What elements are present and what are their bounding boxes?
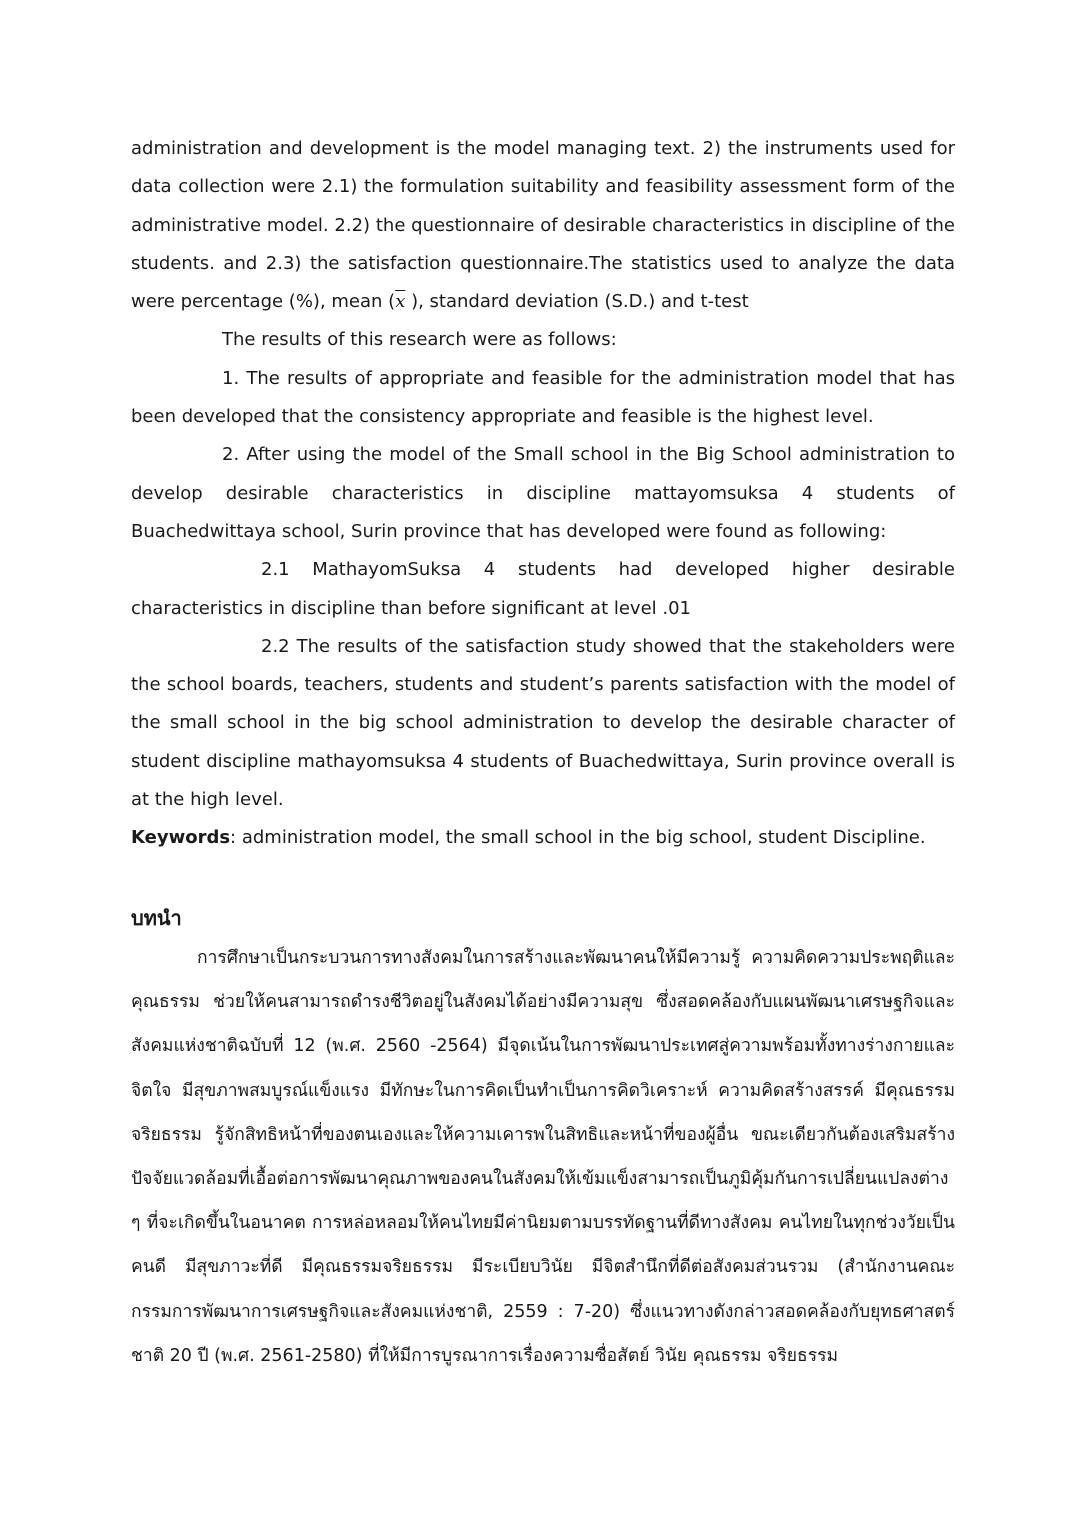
keywords-label: Keywords: [131, 827, 231, 849]
section-heading: บทนำ: [131, 906, 182, 930]
result-item-1: 1. The results of appropriate and feasible for the administration model that has been developed that the consistency appropriate and feasible is the highest level.: [131, 367, 955, 428]
abstract-paragraph: [131, 130, 955, 321]
introduction-paragraph: การศึกษาเป็นกระบวนการทางสังคมในการสร้างและพัฒนาคนให้มีความรู้ ความคิดความประพฤติและคุณธรรม ช่วยให้คนสามารถดำรงชีวิตอยู่ในสังคมได้อย่างมีความสุข ซึ่งสอดคล้องกับแผนพัฒนาเศรษฐกิจและสังคมแห่งชาติฉบับที่ 12 (พ.ศ. 2560 -2564) มีจุดเน้นในการพัฒนาประเทศสู่ความพร้อมทั้งทางร่างกายและจิตใจ มีสุขภาพสมบูรณ์แข็งแรง มีทักษะในการคิดเป็นทำเป็นการคิดวิเคราะห์ ความคิดสร้างสรรค์ มีคุณธรรม จริยธรรม รู้จักสิทธิหน้าที่ของตนเองและให้ความเคารพในสิทธิและหน้าที่ของผู้อื่น ขณะเดียวกันต้องเสริมสร้างปัจจัยแวดล้อมที่เอื้อต่อการพัฒนาคุณภาพของคนในสังคมให้เข้มแข็งสามารถเป็นภูมิคุ้มกันการเปลี่ยนแปลงต่าง ๆ ที่จะเกิดขึ้นในอนาคต การหล่อหลอมให้คนไทยมีค่านิยมตามบรรทัดฐานที่ดีทางสังคม คนไทยในทุกช่วงวัยเป็นคนดี มีสุขภาวะที่ดี มีคุณธรรมจริยธรรม มีระเบียบวินัย มีจิตสำนึกที่ดีต่อสังคมส่วนรวม (สำนักงานคณะกรรมการพัฒนาการเศรษฐกิจและสังคมแห่งชาติ, 2559 : 7-20) ซึ่งแนวทางดังกล่าวสอดคล้องกับยุทธศาสตร์ชาติ 20 ปี (พ.ศ. 2561-2580) ที่ให้มีการบูรณาการเรื่องความซื่อสัตย์ วินัย คุณธรรม จริยธรรม: [131, 948, 955, 1366]
abstract-text-part-1: administration and development is the model managing text. 2) the instruments used for data collection were 2.1) the formulation suitability and feasibility assessment form of the administrative model. 2.2) the questionnaire of desirable characteristics in discipline of the students. and 2.3) the satisfaction questionnaire.The statistics used to analyze the data were percentage (%), mean (: [131, 138, 955, 313]
results-intro: The results of this research were as follows:: [222, 329, 617, 351]
keywords-text: : administration model, the small school in the big school, student Discipline.: [230, 827, 926, 849]
abstract-section: [131, 130, 955, 858]
result-item-2-1: 2.1 MathayomSuksa 4 students had developed higher desirable characteristics in discipline than before significant at level .01: [131, 559, 955, 619]
keywords-line: [131, 819, 955, 857]
abstract-text-part-2: ), standard deviation (S.D.) and t-test: [405, 291, 749, 313]
document-page: [131, 130, 955, 1366]
mean-symbol: $\overline{x}$: [395, 291, 406, 313]
result-item-2: 2. After using the model of the Small school in the Big School administration to develop desirable characteristics in discipline mattayomsuksa 4 students of Buachedwittaya school, Surin province that has developed were found as following:: [131, 444, 955, 542]
result-item-2-2: 2.2 The results of the satisfaction study showed that the stakeholders were the school boards, teachers, students and student’s parents satisfaction with the model of the small school in the big school administration to develop the desirable character of student discipline mathayomsuksa 4 students of Buachedwittaya, Surin province overall is at the high level.: [131, 635, 955, 811]
